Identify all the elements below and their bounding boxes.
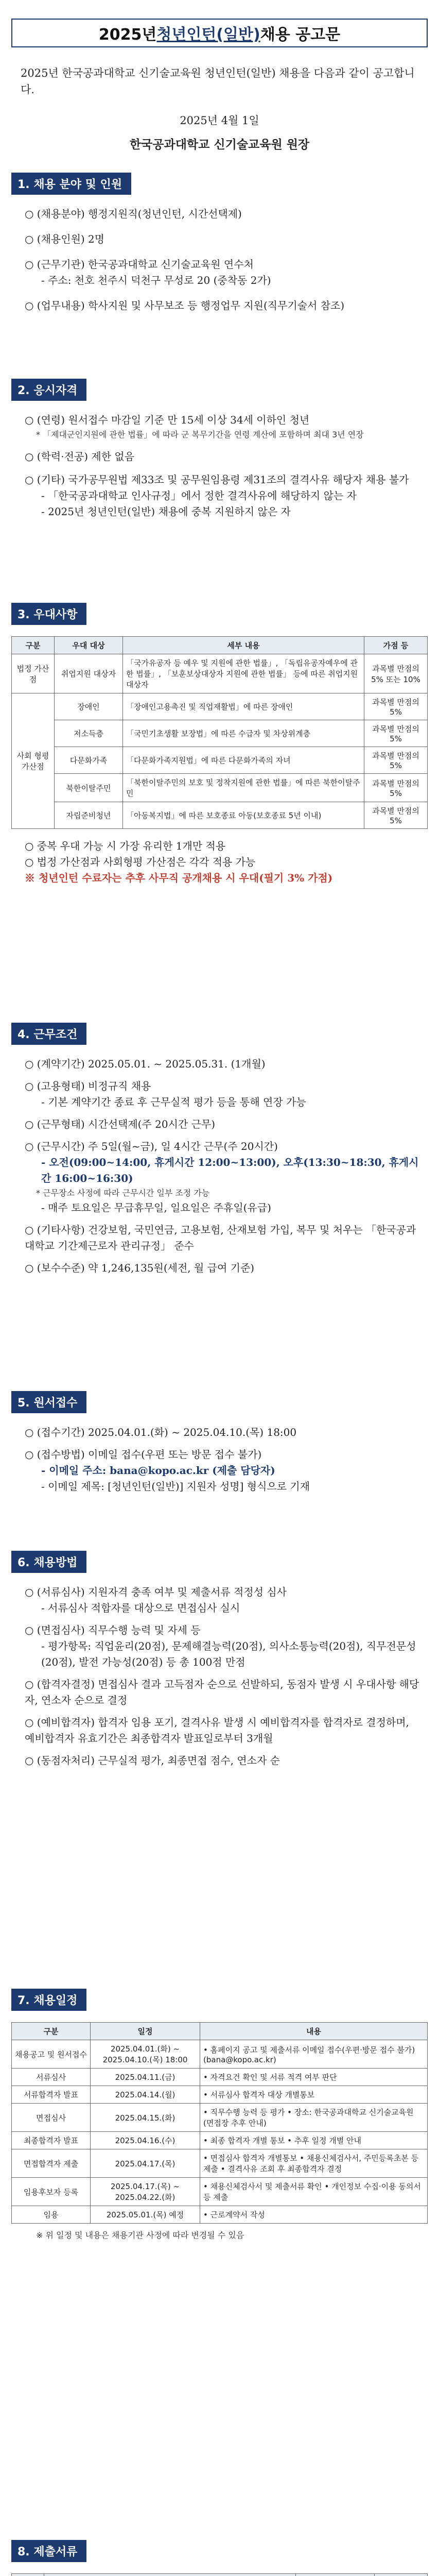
documents-table (11, 2573, 428, 2576)
s4-item: ○ (고용형태) 비정규직 채용 (25, 1080, 151, 1092)
table-row (12, 720, 428, 747)
section-preferences (0, 603, 439, 886)
s4-item: ○ (보수수준) 약 1,246,135원(세전, 월 급여 기준) (25, 1262, 255, 1274)
col-header: 구분 (12, 637, 55, 654)
issuer: 한국공과대학교 신기술교육원 원장 (129, 138, 310, 151)
title-prefix: 2025년 (98, 26, 157, 44)
cell: 2025.04.11.(금) (91, 2069, 200, 2086)
section-heading: 8. 제출서류 (11, 2540, 86, 2562)
table-row (12, 2086, 428, 2104)
cell: 「국민기초생활 보장법」에 따른 수급자 및 차상위계층 (123, 720, 364, 747)
table-row (12, 2104, 428, 2132)
table-row (12, 693, 428, 720)
schedule-note: ※ 위 일정 및 내용은 채용기관 사정에 따라 변경될 수 있음 (36, 2230, 244, 2240)
table-row (12, 802, 428, 829)
col-header: 일정 (91, 2023, 200, 2040)
cell: 최종합격자 발표 (12, 2132, 91, 2149)
s6-item: - 서류심사 적합자를 대상으로 면접심사 실시 (41, 1602, 240, 1614)
table-row (12, 2149, 428, 2178)
cell: 과목별 만점의 5% (364, 802, 428, 829)
s4-item: ○ (계약기간) 2025.05.01. ~ 2025.05.31. (1개월) (25, 1058, 266, 1070)
table-row (12, 654, 428, 693)
s4-item: - 기본 계약기간 종료 후 근무실적 평가 등을 통해 연장 가능 (41, 1096, 306, 1108)
cell: 과목별 만점의 5% (364, 720, 428, 747)
s4-item: ○ (기타사항) 건강보험, 국민연금, 고용보험, 산재보험 가입, 복무 및 처우는 「한국공과대학교 기간제근로자 관리규정」 준수 (25, 1224, 416, 1252)
s1-item: ○ (채용인원) 2명 (25, 233, 105, 245)
cell: 북한이탈주민 (55, 774, 123, 802)
intro-text: 2025년 한국공과대학교 신기술교육원 청년인턴(일반) 채용을 다음과 같이 공고합니다. (21, 67, 415, 96)
s1-item: - 주소: 천호 천주시 덕천구 무성로 20 (중착동 2가) (41, 274, 271, 286)
table-row (12, 2178, 428, 2206)
cell: • 면접심사 합격자 개별통보 • 채용신체검사서, 주민등록초본 등 제출 • 결격사유 조회 후 최종합격자 결정 (200, 2149, 428, 2178)
section-conditions (0, 1023, 439, 1276)
s6-item: - 평가항목: 직업윤리(20점), 문제해결능력(20점), 의사소통능력(20점), 직무전문성(20점), 발전 가능성(20점) 등 총 100점 만점 (41, 1640, 416, 1668)
cell: 2025.04.16.(수) (91, 2132, 200, 2149)
cell: 2025.04.15.(화) (91, 2104, 200, 2132)
s2-item: ○ (학력·전공) 제한 없음 (25, 450, 135, 463)
cell: 채용공고 및 원서접수 (12, 2040, 91, 2069)
cell: 과목별 만점의 5% 또는 10% (364, 654, 428, 693)
cell: 2025.04.14.(월) (91, 2086, 200, 2104)
cell: 과목별 만점의 5% (364, 747, 428, 774)
section-heading: 4. 근무조건 (11, 1023, 86, 1045)
table-row (12, 774, 428, 802)
cell: 2025.04.17.(목) ~ 2025.04.22.(화) (91, 2178, 200, 2206)
s3-highlight: ※ 청년인턴 수료자는 추후 사무직 공개채용 시 우대(필기 3% 가점) (25, 872, 333, 884)
col-header: 세부 내용 (123, 637, 364, 654)
preference-table (11, 636, 428, 829)
title-highlight: 청년인턴(일반) (156, 26, 260, 44)
col-header: 가점 등 (364, 637, 428, 654)
section-selection (0, 1551, 439, 1769)
s1-item: ○ (근무기관) 한국공과대학교 신기술교육원 연수처 (25, 258, 254, 270)
s5-item: ○ (접수기간) 2025.04.01.(화) ~ 2025.04.10.(목) 18:00 (25, 1426, 297, 1438)
col-header: 우대 대상 (55, 637, 123, 654)
s6-item: ○ (예비합격자) 합격자 임용 포기, 결격사유 발생 시 예비합격자를 합격자로 결정하며, 예비합격자 유효기간은 최종합격자 발표일로부터 3개월 (25, 1716, 409, 1744)
s4-item: - 오전(09:00~14:00, 휴게시간 12:00~13:00), 오후(13:30~18:30, 휴게시간 16:00~16:30) (41, 1156, 419, 1184)
cell: 임용후보자 등록 (12, 2178, 91, 2206)
s2-note: * 「제대군인지원에 관한 법률」에 따라 군 복무기간을 연령 계산에 포함하며 최대 3년 연장 (36, 430, 364, 439)
cell: • 채용신체검사서 및 제출서류 확인 • 개인정보 수집·이용 동의서 등 제출 (200, 2178, 428, 2206)
cell: • 직무수행 능력 등 평가 • 장소: 한국공과대학교 신기술교육원 (면접장 추후 안내) (200, 2104, 428, 2132)
col-header (296, 2574, 375, 2576)
cell: 서류심사 (12, 2069, 91, 2086)
cell: • 근로계약서 작성 (200, 2206, 428, 2224)
s6-item: ○ (서류심사) 지원자격 충족 여부 및 제출서류 적정성 심사 (25, 1586, 287, 1598)
s4-note: * 근무장소 사정에 따라 근무시간 일부 조정 가능 (36, 1188, 210, 1198)
cell: • 자격요건 확인 및 서류 적격 여부 판단 (200, 2069, 428, 2086)
s1-item: ○ (업무내용) 학사지원 및 사무보조 등 행정업무 지원(직무기술서 참조) (25, 299, 345, 312)
section-positions (0, 173, 439, 314)
s6-item: ○ (면접심사) 직무수행 능력 및 자세 등 (25, 1624, 201, 1636)
s5-item: - 이메일 제목: [청년인턴(일반)] 지원자 성명] 형식으로 기재 (41, 1480, 310, 1493)
cell: 다문화가족 (55, 747, 123, 774)
cell: 면접심사 (12, 2104, 91, 2132)
cell: 장애인 (55, 693, 123, 720)
s1-item: ○ (채용분야) 행정지원직(청년인턴, 시간선택제) (25, 208, 242, 220)
email-address[interactable]: - 이메일 주소: bana@kopo.ac.kr (제출 담당자) (41, 1464, 275, 1477)
cell: 「북한이탈주민의 보호 및 정착지원에 관한 법률」에 따른 북한이탈주민 (123, 774, 364, 802)
cell: 임용 (12, 2206, 91, 2224)
section-heading: 1. 채용 분야 및 인원 (11, 173, 131, 195)
cell: 「국가유공자 등 예우 및 지원에 관한 법률」, 「독립유공자예우에 관한 법률」, 「보훈보상대상자 지원에 관한 법률」 등에 따른 취업지원대상자 (123, 654, 364, 693)
section-heading: 2. 응시자격 (11, 379, 86, 401)
s2-item: - 「한국공과대학교 인사규정」에서 정한 결격사유에 해당하지 않는 자 (41, 489, 357, 502)
s4-item: ○ (근무형태) 시간선택제(주 20시간 근무) (25, 1118, 216, 1130)
s4-item: - 매주 토요일은 무급휴무일, 일요일은 주휴일(유급) (41, 1201, 271, 1214)
notice-title (11, 19, 428, 47)
cell: 「아동복지법」에 따른 보호종료 아동(보호종료 5년 이내) (123, 802, 364, 829)
cell: 2025.04.01.(화) ~ 2025.04.10.(목) 18:00 (91, 2040, 200, 2069)
section-eligibility (0, 379, 439, 520)
cell: • 최종 합격자 개별 통보 • 추후 일정 개별 안내 (200, 2132, 428, 2149)
cell: 서류합격자 발표 (12, 2086, 91, 2104)
cell: 저소득층 (55, 720, 123, 747)
s2-item: ○ (기타) 국가공무원법 제33조 및 공무원임용령 제31조의 결격사유 해당자 채용 불가 (25, 473, 409, 486)
s6-item: ○ (동점자처리) 근무실적 평가, 최종면접 점수, 연소자 순 (25, 1754, 280, 1767)
s2-item: - 2025년 청년인턴(일반) 채용에 중복 지원하지 않은 자 (41, 505, 291, 518)
table-row (12, 2132, 428, 2149)
col-header (12, 2574, 44, 2576)
section-heading: 5. 원서접수 (11, 1391, 86, 1413)
s2-item: ○ (연령) 원서접수 마감일 기준 만 15세 이상 34세 이하인 청년 (25, 414, 310, 426)
section-heading: 3. 우대사항 (11, 603, 86, 625)
cell: 2025.05.01.(목) 예정 (91, 2206, 200, 2224)
cell: • 서류심사 합격자 대상 개별통보 (200, 2086, 428, 2104)
section-schedule (0, 1989, 439, 2242)
col-header (375, 2574, 428, 2576)
col-header: 구분 (12, 2023, 91, 2040)
cell: 자립준비청년 (55, 802, 123, 829)
cell: 사회 형평 가산점 (12, 693, 55, 829)
s3-item: ○ 중복 우대 가능 시 가장 유리한 1개만 적용 (25, 840, 226, 852)
cell: 과목별 만점의 5% (364, 693, 428, 720)
col-header (44, 2574, 296, 2576)
cell: • 홈페이지 공고 및 제출서류 이메일 접수(우편·방문 접수 불가) (bana@kopo.ac.kr) (200, 2040, 428, 2069)
s4-item: ○ (근무시간) 주 5일(월~금), 일 4시간 근무(주 20시간) (25, 1140, 278, 1153)
cell: 취업지원 대상자 (55, 654, 123, 693)
cell: 면접합격자 제출 (12, 2149, 91, 2178)
cell: 「장애인고용촉진 및 직업재활법」에 따른 장애인 (123, 693, 364, 720)
cell: 「다문화가족지원법」에 따른 다문화가족의 자녀 (123, 747, 364, 774)
cell: 법정 가산점 (12, 654, 55, 693)
section-documents (0, 2540, 439, 2576)
section-heading: 6. 채용방법 (11, 1551, 86, 1573)
table-row (12, 747, 428, 774)
table-row (12, 2069, 428, 2086)
col-header: 내용 (200, 2023, 428, 2040)
notice-date: 2025년 4월 1일 (180, 114, 259, 127)
title-suffix: 채용 공고문 (260, 26, 341, 44)
s6-item: ○ (합격자결정) 면접심사 결과 고득점자 순으로 선발하되, 동점자 발생 시 우대사항 해당자, 연소자 순으로 결정 (25, 1678, 419, 1706)
table-row (12, 2040, 428, 2069)
s5-item: ○ (접수방법) 이메일 접수(우편 또는 방문 접수 불가) (25, 1448, 262, 1461)
s3-item: ○ 법정 가산점과 사회형평 가산점은 각각 적용 가능 (25, 856, 256, 868)
section-application (0, 1391, 439, 1495)
table-row (12, 2206, 428, 2224)
schedule-table (11, 2022, 428, 2224)
cell: 2025.04.17.(목) (91, 2149, 200, 2178)
section-heading: 7. 채용일정 (11, 1989, 86, 2011)
cell: 과목별 만점의 5% (364, 774, 428, 802)
